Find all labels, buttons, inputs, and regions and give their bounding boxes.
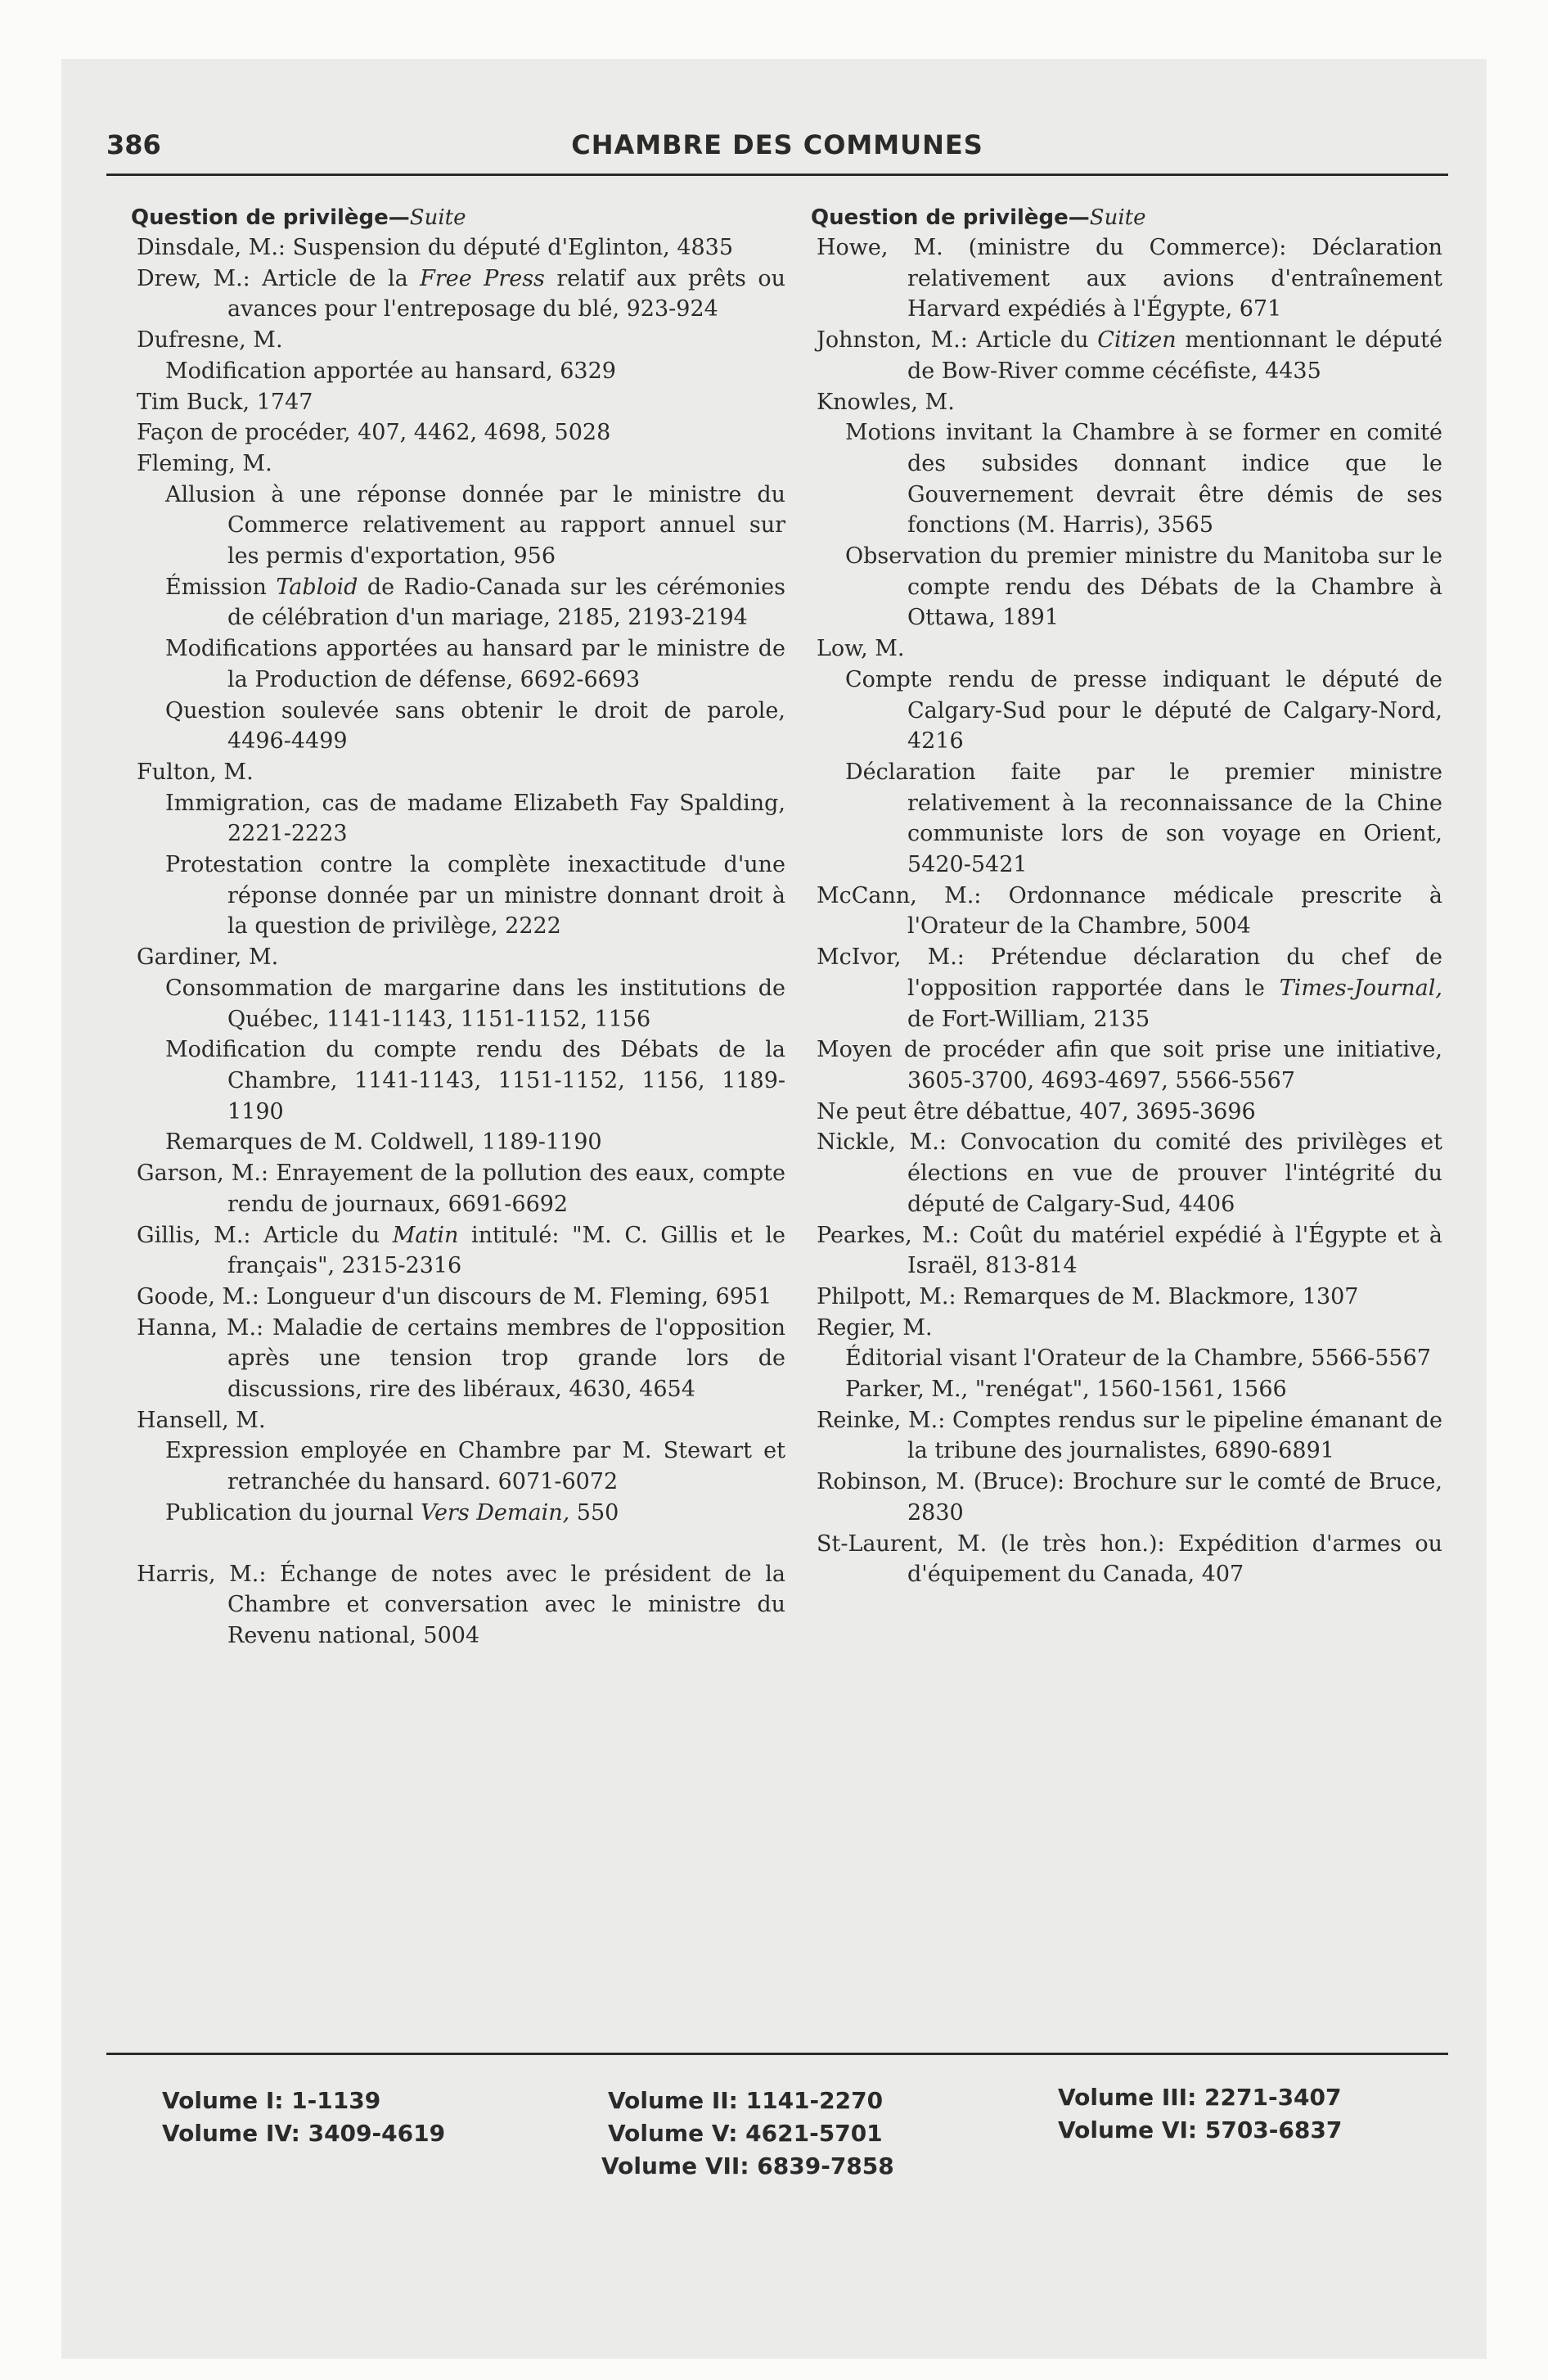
entry-text: Hansell, M. [137,1407,266,1433]
column-heading [131,203,785,232]
entry-text: Compte rendu de presse indiquant le député de Calgary-Sud pour le député de Calgary-Nord, 4216 [845,666,1442,755]
index-entry [137,1405,785,1436]
index-subentry [812,1343,1442,1374]
entry-text: Ne peut être débattue, 407, 3695-3696 [817,1098,1256,1125]
entry-text: St-Laurent, M. (le très hon.): Expédition d'armes ou d'équipement du Canada, 407 [817,1530,1442,1588]
entry-text: Tim Buck, 1747 [137,389,313,415]
index-subentry [133,850,785,942]
right-entries [812,232,1442,1590]
index-subentry [812,417,1442,541]
entry-text: Dinsdale, M.: Suspension du député d'Eglinton, 4835 [137,235,734,260]
entry-text: Robinson, M. (Bruce): Brochure sur le comté de Bruce, 2830 [817,1469,1442,1526]
entry-text: Gardiner, M. [137,944,279,971]
index-entry [817,1529,1442,1590]
heading-text: Question de privilège— [811,205,1090,230]
index-entry [817,1405,1442,1467]
italic-title: Vers Demain, [420,1499,570,1526]
index-entry [137,1158,785,1219]
entry-text: Éditorial visant l'Orateur de la Chambre, 5566-5567 [845,1346,1431,1372]
entry-text: Publication du journal [165,1499,421,1526]
entry-text: 550 [569,1499,619,1526]
index-entry [817,1127,1442,1219]
italic-title: Tabloid [276,574,358,600]
index-entry [137,325,785,356]
running-head [106,129,1448,170]
index-entry [817,1282,1442,1313]
column-heading [811,203,1442,232]
entry-text: Low, M. [817,636,905,662]
entry-text: Motions invitant la Chambre à se former en comité des subsides donnant indice que le Gouvernement devrait être démis de ses fonctions (M. Harris), 3565 [845,420,1442,539]
entry-text: Harris, M.: Échange de notes avec le président de la Chambre et conversation avec le ministre du Revenu national, 5004 [137,1561,785,1648]
entry-text: Protestation contre la complète inexactitude d'une réponse donnée par un ministre donnant droit à la question de privilège, 2222 [165,852,785,940]
entry-text: Goode, M.: Longueur d'un discours de M. Fleming, 6951 [137,1283,772,1309]
entry-text: Reinke, M.: Comptes rendus sur le pipeline émanant de la tribune des journalistes, 6890-6891 [817,1407,1442,1464]
entry-text: Moyen de procéder afin que soit prise une initiative, 3605-3700, 4693-4697, 5566-5567 [817,1037,1442,1093]
index-subentry [133,572,785,633]
index-entry [817,633,1442,665]
volume-3: Volume III: 2271-3407 [1058,2084,1342,2111]
entry-text: Remarques de M. Coldwell, 1189-1190 [165,1129,602,1156]
entry-text: Modification du compte rendu des Débats de la Chambre, 1141-1143, 1151-1152, 1156, 1189-1190 [165,1037,785,1125]
entry-text: Dufresne, M. [137,327,283,354]
volume-2: Volume II: 1141-2270 [608,2087,884,2114]
entry-text: Gillis, M.: Article du [137,1222,393,1248]
index-subentry [812,757,1442,881]
index-entry [137,417,785,449]
index-subentry [133,973,785,1034]
index-subentry [133,633,785,695]
index-subentry [133,356,785,387]
entry-text: Johnston, M.: Article du [817,327,1098,354]
italic-title: Times-Journal, [1279,975,1442,1001]
entry-text: Déclaration faite par le premier ministre relativement à la reconnaissance de la Chine communiste lors de son voyage en Orient, 5420-5421 [845,759,1442,878]
index-entry [817,1034,1442,1096]
index-entry [137,1313,785,1405]
entry-text: Hanna, M.: Maladie de certains membres de l'opposition après une tension trop grande lors de discussions, rire des libéraux, 4630, 4654 [137,1314,785,1403]
entry-text: Fulton, M. [137,759,254,785]
index-entry [137,1282,785,1313]
entry-text: Expression employée en Chambre par M. Stewart et retranchée du hansard. 6071-6072 [165,1438,785,1495]
index-subentry [133,1127,785,1158]
volume-6: Volume VI: 5703-6837 [1058,2116,1343,2143]
index-entry [137,264,785,325]
index-entry [817,1097,1442,1128]
index-subentry [133,1034,785,1127]
italic-title: Citizen [1097,327,1177,354]
index-subentry [812,541,1442,633]
index-subentry [133,480,785,572]
entry-text: Fleming, M. [137,450,272,476]
index-entry [137,942,785,973]
index-subentry [812,665,1442,757]
volume-5: Volume V: 4621-5701 [608,2120,883,2147]
index-subentry [133,1436,785,1497]
index-entry [137,232,785,264]
index-entry [817,1467,1442,1528]
italic-title: Free Press [420,265,545,291]
entry-text: Émission [165,574,277,600]
entry-text: Modification apportée au hansard, 6329 [165,358,616,384]
heading-suite: Suite [409,205,466,230]
index-entry [137,1220,785,1282]
volume-1: Volume I: 1-1139 [162,2087,381,2114]
entry-text: Allusion à une réponse donnée par le ministre du Commerce relativement au rapport annuel sur les permis d'exportation, 956 [165,481,785,570]
volume-7: Volume VII: 6839-7858 [601,2152,894,2179]
index-entry [137,449,785,480]
index-entry [137,387,785,418]
entry-text: McCann, M.: Ordonnance médicale prescrite à l'Orateur de la Chambre, 5004 [817,882,1442,940]
footer-rule [106,2053,1448,2055]
entry-text: de Fort-William, 2135 [907,1006,1150,1032]
header-rule [106,174,1448,176]
heading-suite: Suite [1089,205,1146,230]
entry-text: McIvor, M.: Prétendue déclaration du chef de l'opposition rapportée dans le [817,944,1442,1001]
entry-text: Nickle, M.: Convocation du comité des privilèges et élections en vue de prouver l'intégrité du député de Calgary-Sud, 4406 [817,1129,1442,1217]
right-column [812,203,1442,1590]
index-entry [817,1220,1442,1282]
entry-text: Drew, M.: Article de la [137,265,421,291]
entry-text: de Radio-Canada sur les cérémonies de célébration d'un mariage, 2185, 2193-2194 [227,574,785,631]
entry-text: Howe, M. (ministre du Commerce): Déclaration relativement aux avions d'entraînement Harvard expédiés à l'Égypte, 671 [817,235,1442,322]
entry-text: relatif aux prêts ou avances pour l'entreposage du blé, 923-924 [227,265,785,322]
index-entry [817,387,1442,418]
volume-index [0,2085,1548,2184]
entry-text: Philpott, M.: Remarques de M. Blackmore, 1307 [817,1283,1359,1309]
index-entry [817,232,1442,325]
entry-text: Consommation de margarine dans les institutions de Québec, 1141-1143, 1151-1152, 1156 [165,975,785,1032]
index-subentry [812,1374,1442,1405]
entry-text: intitulé: "M. C. Gillis et le français", 2315-2316 [227,1222,785,1279]
index-entry [817,325,1442,386]
entry-text: Garson, M.: Enrayement de la pollution des eaux, compte rendu de journaux, 6691-6692 [137,1161,785,1217]
entry-text: Façon de procéder, 407, 4462, 4698, 5028 [137,420,611,446]
entry-text: Question soulevée sans obtenir le droit de parole, 4496-4499 [165,697,785,755]
entry-text: Pearkes, M.: Coût du matériel expédié à l'Égypte et à Israël, 813-814 [817,1222,1442,1279]
entry-text: Parker, M., "renégat", 1560-1561, 1566 [845,1377,1287,1403]
page-number: 386 [106,129,161,160]
entry-text: Observation du premier ministre du Manitoba sur le compte rendu des Débats de la Chambre à Ottawa, 1891 [845,543,1442,631]
index-subentry [133,1498,785,1529]
entry-text: Immigration, cas de madame Elizabeth Fay Spalding, 2221-2223 [165,790,785,847]
left-entries [133,232,785,1652]
index-entry [817,942,1442,1034]
entry-text: mentionnant le député de Bow-River comme cécéfiste, 4435 [907,327,1443,384]
index-subentry [133,696,785,757]
volume-4: Volume IV: 3409-4619 [162,2120,446,2147]
index-entry [817,881,1442,942]
italic-title: Matin [392,1222,459,1248]
index-entry [137,757,785,788]
entry-text: Modifications apportées au hansard par le ministre de la Production de défense, 6692-6693 [165,636,785,692]
heading-text: Question de privilège— [131,205,410,230]
entry-text: Knowles, M. [817,389,955,415]
index-entry [817,1313,1442,1344]
index-subentry [133,788,785,850]
entry-text: Regier, M. [817,1314,933,1341]
index-entry [137,1559,785,1652]
running-title: CHAMBRE DES COMMUNES [571,129,983,160]
left-column [133,203,785,1652]
